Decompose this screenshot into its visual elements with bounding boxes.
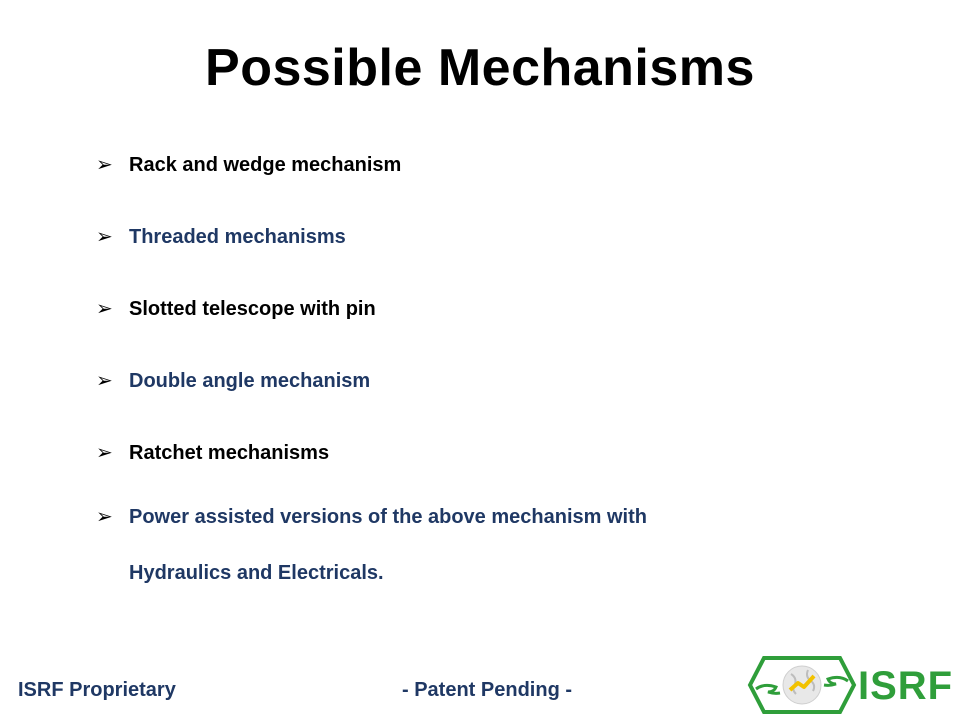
footer-patent-label: - Patent Pending - [402,679,572,701]
arrow-bullet-icon: ➢ [96,506,113,528]
footer-proprietary-label: ISRF Proprietary [18,679,176,701]
bullet-text: Rack and wedge mechanism [129,154,402,176]
bullet-text-continuation: Hydraulics and Electricals. [129,562,384,584]
arrow-bullet-icon: ➢ [96,370,113,392]
bullet-text: Ratchet mechanisms [129,442,330,464]
bullet-text: Slotted telescope with pin [129,298,376,320]
arrow-bullet-icon: ➢ [96,442,113,464]
logo-wordmark: ISRF [858,664,954,708]
slide-title: Possible Mechanisms [205,39,755,97]
arrow-bullet-icon: ➢ [96,154,113,176]
arrow-bullet-icon: ➢ [96,226,113,248]
bullet-text: Threaded mechanisms [129,226,346,248]
bullet-text: Power assisted versions of the above mechanism with [129,506,647,528]
bullet-text: Double angle mechanism [129,370,371,392]
arrow-bullet-icon: ➢ [96,298,113,320]
